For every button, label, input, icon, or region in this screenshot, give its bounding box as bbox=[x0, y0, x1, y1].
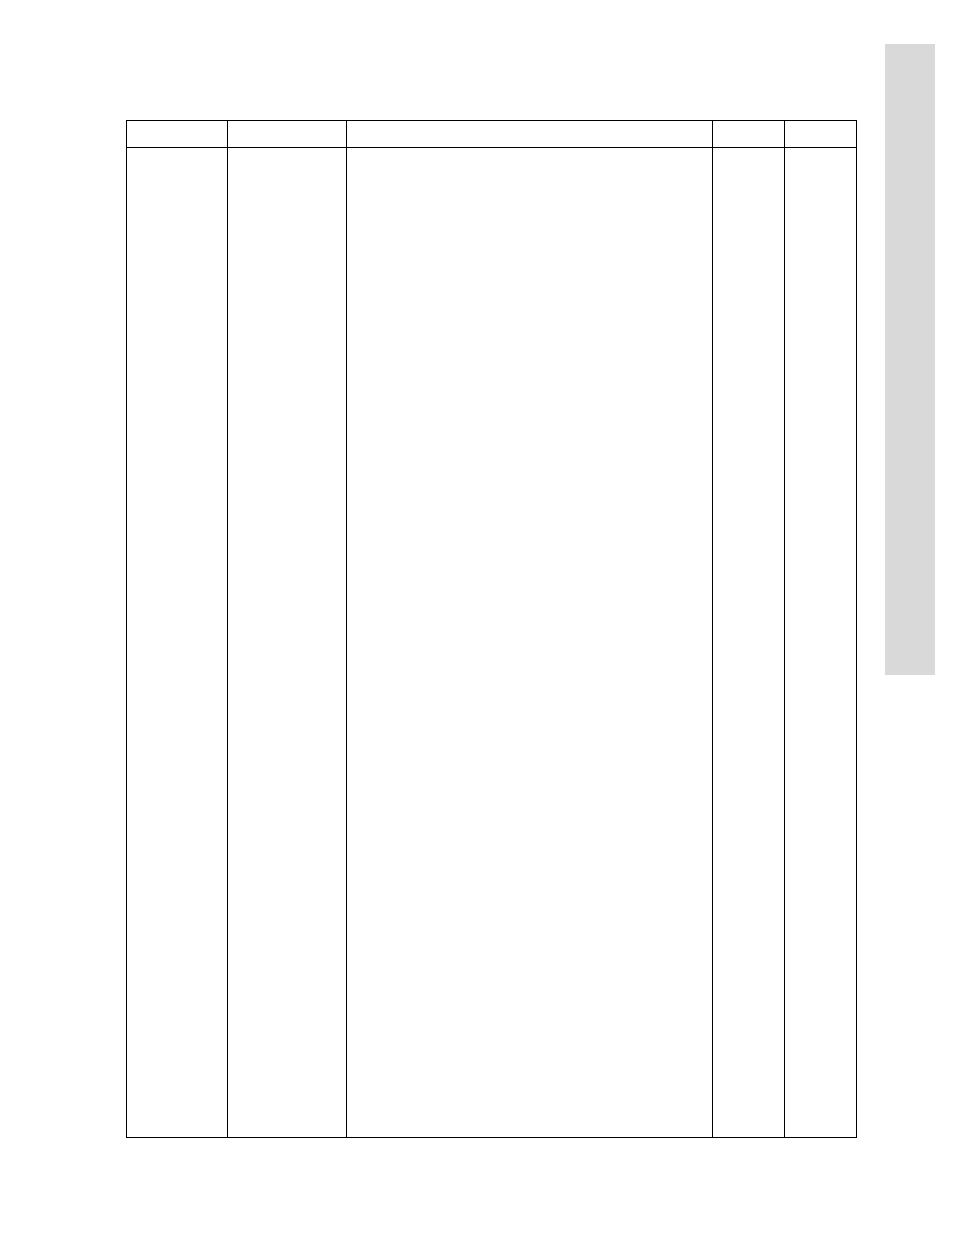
header-fig-item bbox=[133, 121, 221, 147]
header-part-number bbox=[235, 121, 339, 147]
header-qty bbox=[718, 121, 780, 147]
table-header bbox=[127, 121, 856, 148]
column-divider bbox=[784, 121, 785, 1137]
header-rev bbox=[790, 121, 853, 147]
column-divider bbox=[712, 121, 713, 1137]
column-divider bbox=[346, 121, 347, 1137]
parts-table bbox=[126, 120, 857, 1138]
section-side-tab bbox=[885, 44, 935, 675]
column-divider bbox=[227, 121, 228, 1137]
header-description bbox=[369, 121, 691, 147]
